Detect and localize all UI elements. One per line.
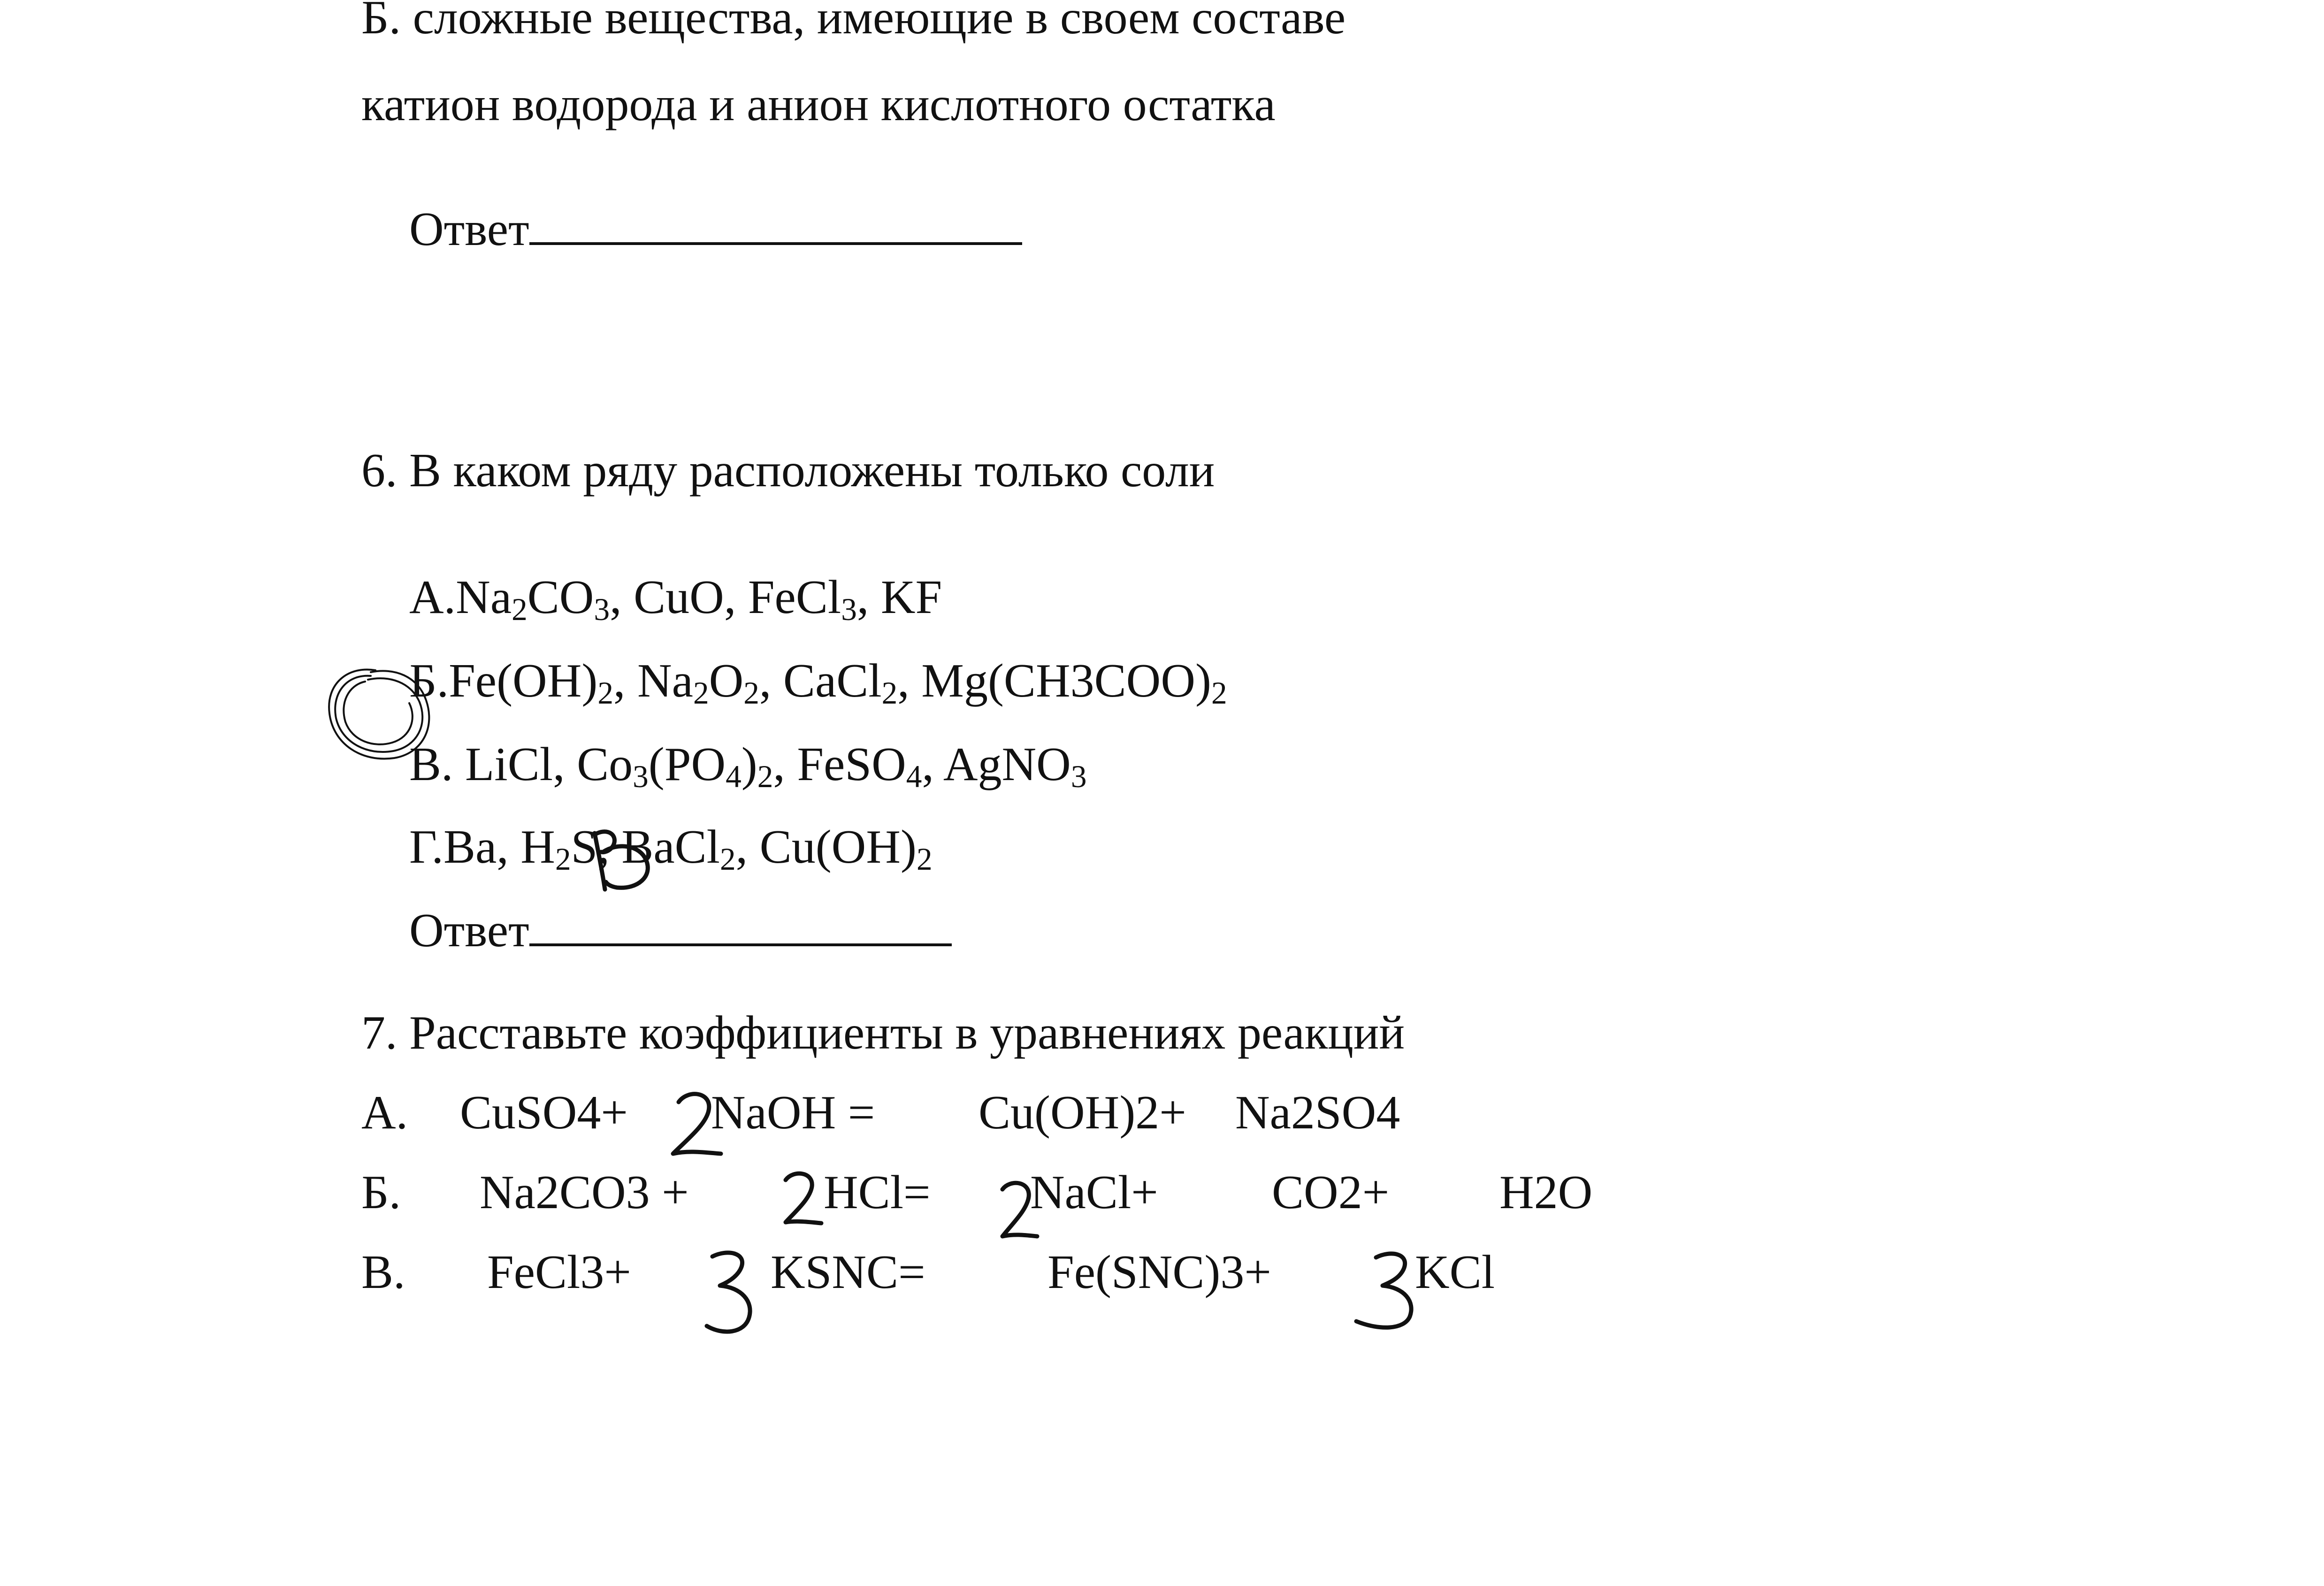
handwritten-coefficient-icon [665, 1088, 726, 1163]
q7-question: 7. Расставьте коэффициенты в уравнениях реакций [361, 1006, 1405, 1059]
handwritten-coefficient-icon [699, 1246, 760, 1340]
q6-option-a: $А.Na_2CO_3$, CuO, FeCl$_3$, KF [409, 571, 942, 627]
handwritten-coefficient-icon [779, 1168, 826, 1229]
q6-option-v: В. LiCl, $Co_3(PO_4)_2$, FeSO$_4$, AgNO$_3$ [409, 738, 1087, 794]
handwritten-answer-icon [589, 824, 664, 899]
answer-label: Ответ [409, 203, 529, 256]
q5-line-2: катион водорода и анион кислотного остатка [361, 78, 1276, 131]
circle-mark-icon [319, 662, 441, 770]
q5-cut-text: Б. сложные вещества, имеющие в своем составе [361, 0, 1346, 44]
cut-off-line [361, 0, 1769, 54]
handwritten-coefficient-icon [1352, 1246, 1422, 1335]
answer-blank[interactable] [529, 238, 1022, 245]
q7-equation-a: А. CuSO4+ NaOH = Cu(OH)2+ Na2SO4 [361, 1086, 1400, 1139]
answer-label: Ответ [409, 904, 529, 957]
answer-blank[interactable] [529, 939, 952, 946]
q7-equation-b: Б. Na2CO3 + HCl= NaCl+ CO2+ H2O [361, 1166, 1593, 1219]
handwritten-coefficient-icon [995, 1177, 1042, 1243]
q6-option-g: Г.Ba, $H_2S$, BaCl$_2$, $Cu(OH)_2$ [409, 820, 933, 877]
q6-question: 6. В каком ряду расположены только соли [361, 444, 1215, 497]
q5-answer-line [361, 158, 1022, 301]
q6-option-b: $Б.Fe(OH)_2$, $Na_2O_2$, CaCl$_2$, $Mg(CH3COO)_2$ [409, 654, 1227, 711]
q7-equation-v: В. FeCl3+ KSNC= Fe(SNC)3+ KCl [361, 1246, 1495, 1299]
